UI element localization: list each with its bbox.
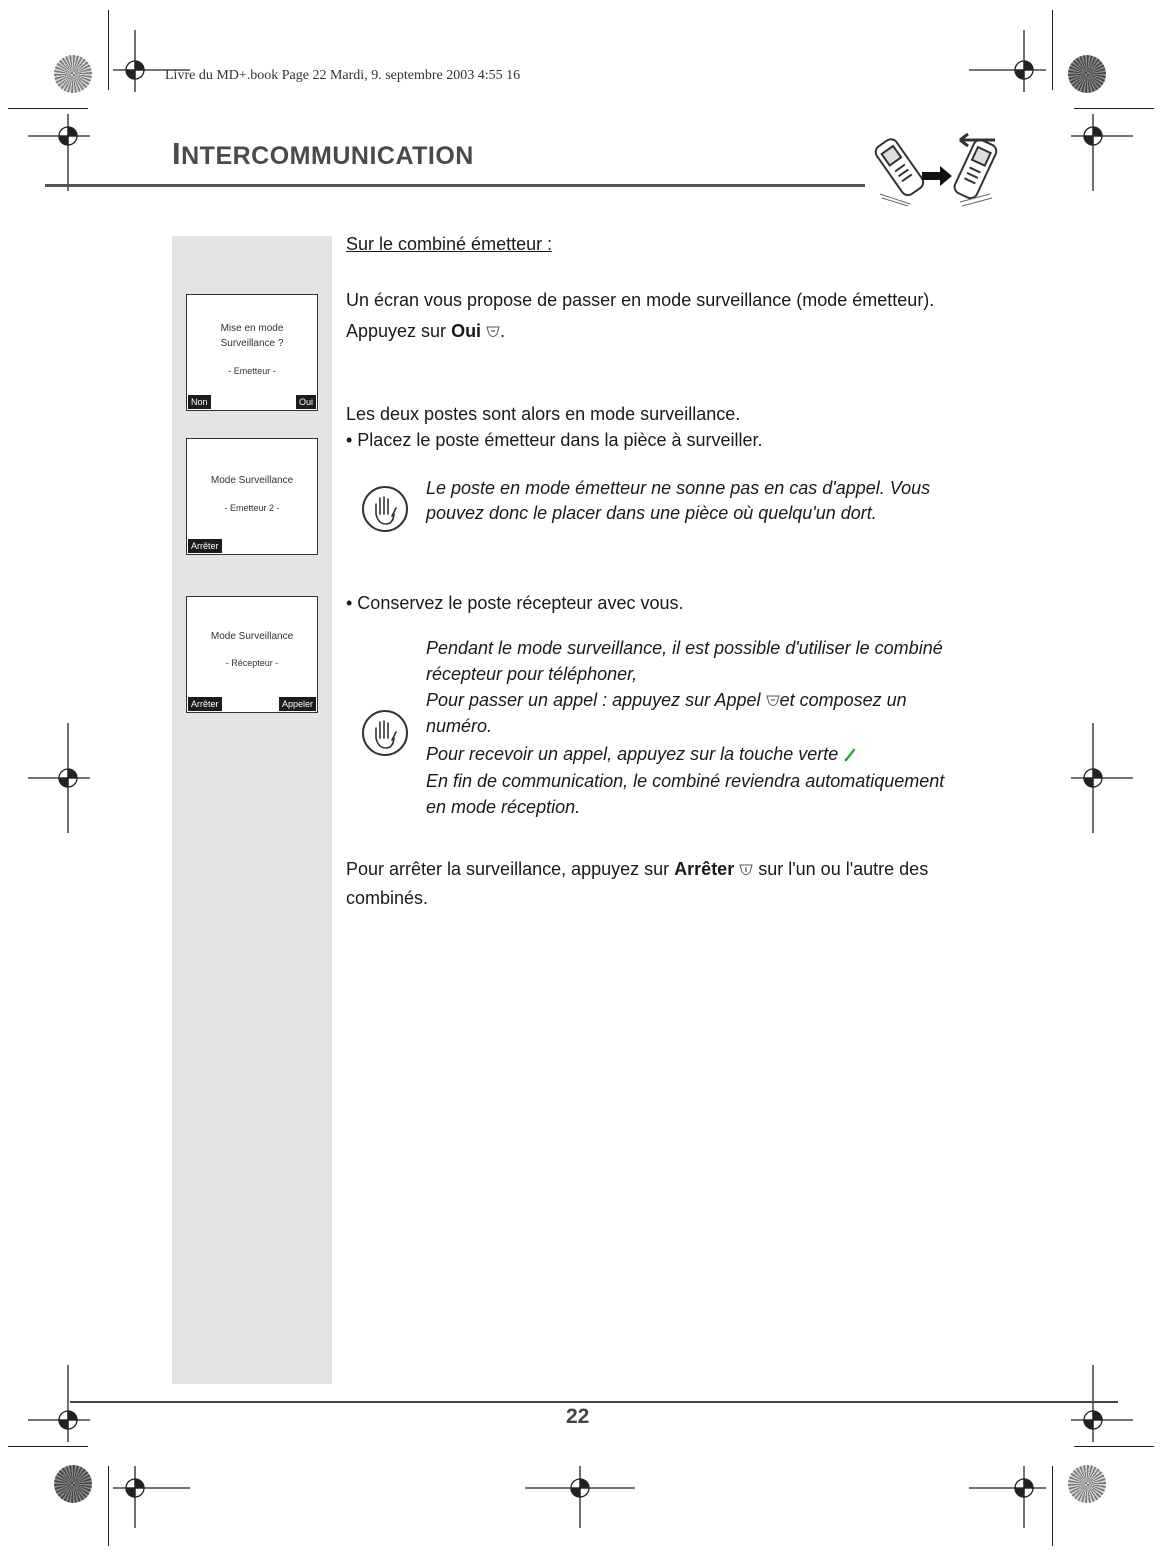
title-rule [45, 184, 865, 187]
screen-line: Surveillance ? [220, 338, 284, 349]
paragraph-intro: Un écran vous propose de passer en mode surveillance (mode émetteur). [346, 290, 935, 310]
paragraph-arreter [346, 856, 928, 883]
key-name-arreter: Arrêter [674, 859, 735, 879]
note-recepteur-line6: En fin de communication, le combiné reviendra automatiquement [426, 771, 945, 791]
softkey-non[interactable]: Non [188, 395, 211, 409]
paragraph-both-surveillance: Les deux postes sont alors en mode surveillance. [346, 404, 741, 424]
softkey-arreter[interactable]: Arrêter [188, 539, 222, 553]
section-heading: Sur le combiné émetteur : [346, 234, 553, 254]
note-recepteur-line2: récepteur pour téléphoner, [426, 664, 638, 684]
note-recepteur-line7: en mode réception. [426, 797, 581, 817]
screen-line: - Récepteur - [225, 658, 279, 668]
footer-rule [70, 1401, 1118, 1403]
softkey-icon [766, 694, 780, 708]
note-emetteur-line1: Le poste en mode émetteur ne sonne pas en cas d'appel. Vous [426, 478, 931, 498]
softkey-arreter[interactable]: Arrêter [188, 697, 222, 711]
handset-screen-mise-en-mode [186, 294, 318, 411]
page-number: 22 [566, 1405, 590, 1428]
text-fragment: Pour passer un appel : appuyez sur Appel [426, 690, 761, 710]
note-recepteur-line4: numéro. [426, 716, 493, 736]
handset-screen-recepteur [186, 596, 318, 713]
handset-screen-emetteur [186, 438, 318, 555]
screen-line: - Emetteur 2 - [224, 503, 280, 513]
softkey-icon [486, 325, 500, 339]
note-emetteur-line2: pouvez donc le placer dans une pièce où quelqu'un dort. [426, 503, 877, 523]
paragraph-appuyez-oui [346, 318, 505, 345]
screen-line: Mise en mode [220, 323, 284, 334]
note-recepteur-line3 [426, 687, 907, 714]
bullet-place-emetteur: • Placez le poste émetteur dans la pièce à surveiller. [346, 430, 763, 450]
text-fragment: sur l'un ou l'autre des [753, 859, 929, 879]
green-call-key-icon [843, 748, 857, 762]
hand-note-icon [360, 708, 410, 758]
title-initial: I [172, 136, 182, 171]
note-recepteur-line5 [426, 741, 857, 768]
softkey-oui[interactable]: Oui [296, 395, 316, 409]
text-fragment: et composez un [779, 690, 907, 710]
paragraph-arreter-line2: combinés. [346, 888, 429, 908]
print-header: Livre du MD+.book Page 22 Mardi, 9. septembre 2003 4:55 16 [165, 68, 521, 83]
note-recepteur-line1: Pendant le mode surveillance, il est possible d'utiliser le combiné [426, 638, 943, 658]
text-fragment: Pour arrêter la surveillance, appuyez sur [346, 859, 675, 879]
key-name-oui: Oui [451, 321, 482, 341]
text-fragment: Pour recevoir un appel, appuyez sur la touche verte [426, 744, 839, 764]
screen-line: - Emetteur - [228, 366, 276, 376]
text-fragment: . [500, 321, 506, 341]
softkey-appeler[interactable]: Appeler [279, 697, 316, 711]
text-fragment: Appuyez sur [346, 321, 452, 341]
hand-note-icon [360, 484, 410, 534]
screen-line: Mode Surveillance [210, 631, 294, 642]
screen-line: Mode Surveillance [210, 475, 294, 486]
handsets-intercom-icon [870, 128, 1010, 208]
page-title [172, 136, 474, 172]
stop-key-icon [739, 863, 753, 877]
bullet-conservez-recepteur: • Conservez le poste récepteur avec vous. [346, 593, 684, 613]
title-rest: NTERCOMMUNICATION [181, 142, 474, 170]
